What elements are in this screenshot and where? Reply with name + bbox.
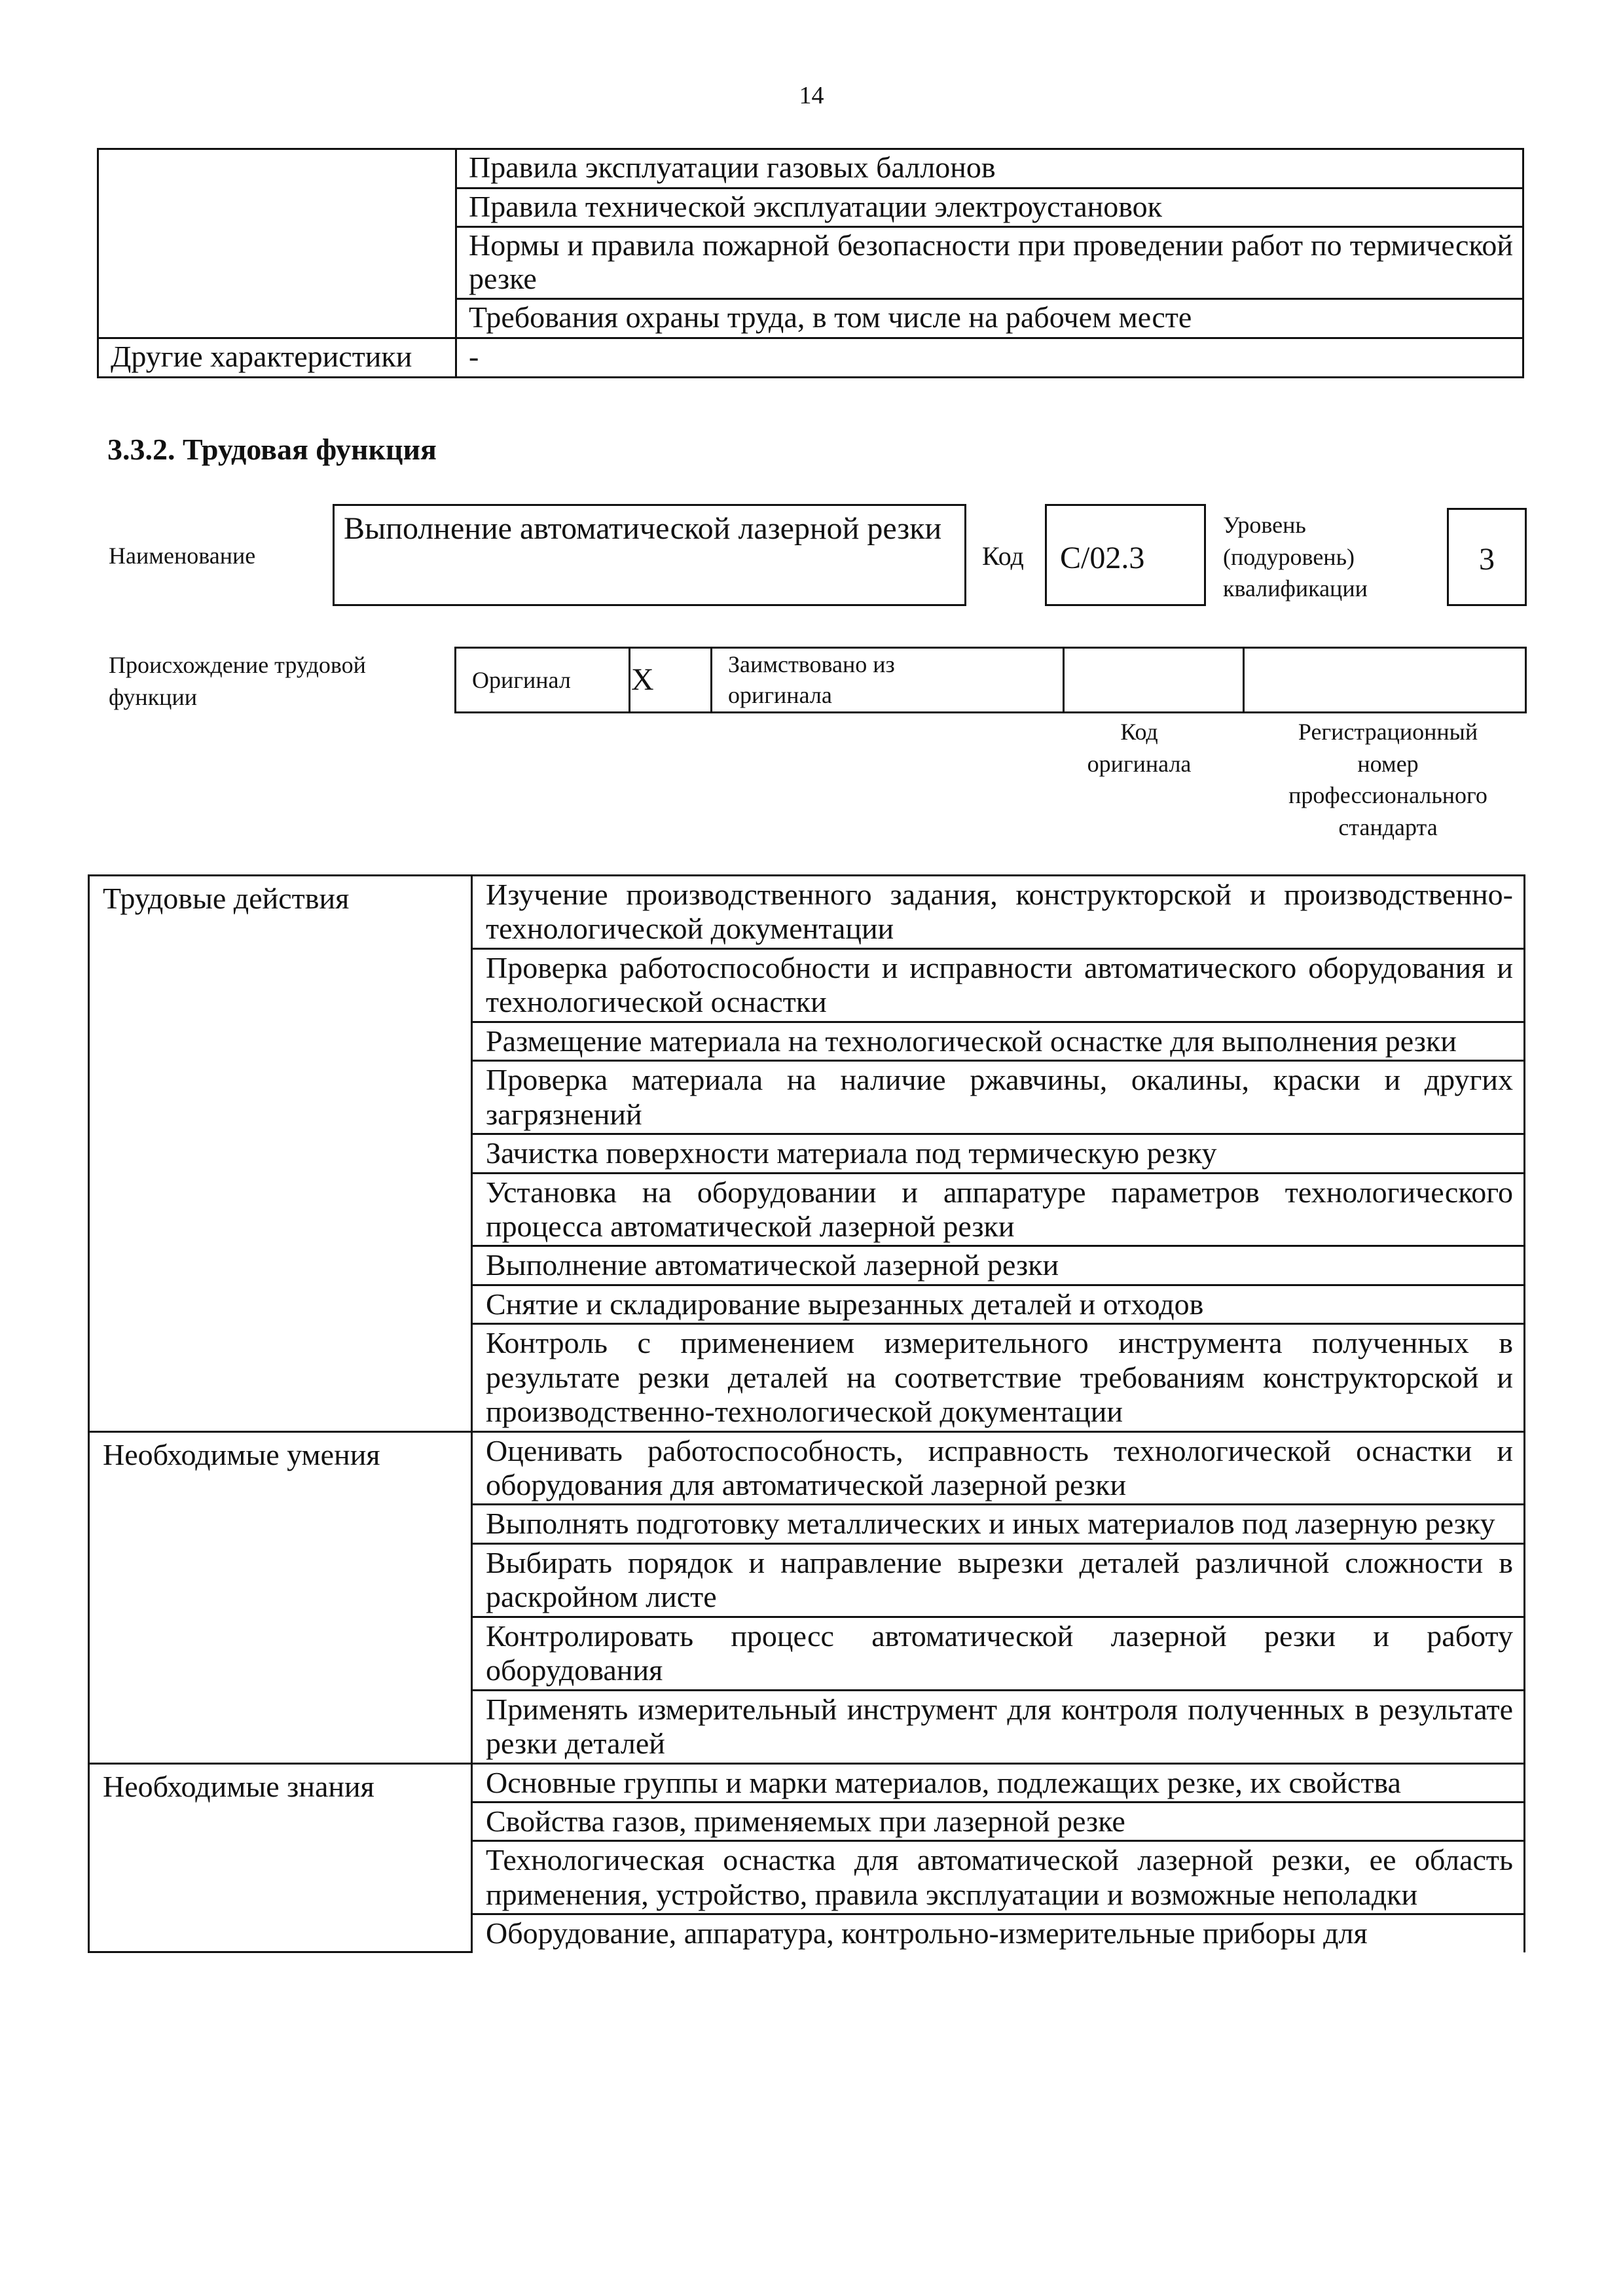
table-row: Контролировать процесс автоматической лазерной резки и работу оборудования [472, 1617, 1525, 1690]
original-code-cell [1064, 648, 1244, 713]
table-row: Требования охраны труда, в том числе на рабочем месте [456, 299, 1523, 338]
labor-function-table [88, 874, 1525, 1953]
table-row: Проверка работоспособности и исправности автоматического оборудования и технологической оснастки [472, 948, 1525, 1022]
registration-number-caption: Регистрационный номер профессионального стандарта [1288, 719, 1487, 840]
table-row: Установка на оборудовании и аппаратуре параметров технологического процесса автоматической лазерной резки [472, 1173, 1525, 1246]
table-row: Проверка материала на наличие ржавчины, окалины, краски и других загрязнений [472, 1061, 1525, 1134]
registration-number-cell [1244, 648, 1526, 713]
empty-label-cell [98, 149, 456, 338]
labor-actions-label: Трудовые действия [89, 876, 472, 1432]
page-number: 14 [799, 82, 824, 109]
level-box: 3 [1447, 508, 1527, 606]
table-row: Нормы и правила пожарной безопасности при проведении работ по термической резке [456, 227, 1523, 299]
other-characteristics-label: Другие характеристики [98, 338, 456, 377]
table-row: Выполнять подготовку металлических и иных материалов под лазерную резку [472, 1505, 1525, 1543]
borrowed-label: Заимствовано из оригинала [712, 648, 1064, 713]
table-row: Выполнение автоматической лазерной резки [472, 1246, 1525, 1285]
table-row: Правила технической эксплуатации электроустановок [456, 188, 1523, 227]
skills-label: Необходимые умения [89, 1431, 472, 1763]
table-row: Изучение производственного задания, конструкторской и производственно-технологической документации [472, 876, 1525, 949]
section-title: 3.3.2. Трудовая функция [107, 433, 437, 466]
origin-label: Происхождение трудовой функции [109, 652, 366, 710]
table-row: Оценивать работоспособность, исправность технологической оснастки и оборудования для автоматической лазерной резки [472, 1431, 1525, 1505]
table-row: Технологическая оснастка для автоматической лазерной резки, ее область применения, устройство, правила эксплуатации и возможные неполадки [472, 1841, 1525, 1914]
function-name-box: Выполнение автоматической лазерной резки [333, 504, 966, 606]
table-row: Правила эксплуатации газовых баллонов [456, 149, 1523, 188]
name-label: Наименование [109, 543, 256, 569]
code-label: Код [982, 541, 1024, 571]
level-label: Уровень (подуровень) квалификации [1223, 512, 1368, 602]
original-mark: X [630, 648, 712, 713]
table-row: Снятие и складирование вырезанных деталей и отходов [472, 1285, 1525, 1323]
table-row: Основные группы и марки материалов, подлежащих резке, их свойства [472, 1763, 1525, 1802]
table-row: Зачистка поверхности материала под термическую резку [472, 1134, 1525, 1173]
original-label: Оригинал [456, 648, 630, 713]
knowledge-label: Необходимые знания [89, 1763, 472, 1952]
other-characteristics-value: - [456, 338, 1523, 377]
table-row: Контроль с применением измерительного инструмента полученных в результате резки деталей на соответствие требованиям конструкторской и производственно-технологической документации [472, 1324, 1525, 1431]
table-row: Применять измерительный инструмент для контроля полученных в результате резки деталей [472, 1690, 1525, 1763]
table-row: Выбирать порядок и направление вырезки деталей различной сложности в раскройном листе [472, 1543, 1525, 1617]
table-row: Размещение материала на технологической оснастке для выполнения резки [472, 1022, 1525, 1060]
code-box: С/02.3 [1045, 504, 1206, 606]
requirements-table-continued [97, 148, 1524, 378]
table-row: Свойства газов, применяемых при лазерной резке [472, 1802, 1525, 1840]
origin-table [454, 647, 1527, 713]
original-code-caption: Код оригинала [1087, 719, 1192, 777]
table-row: Оборудование, аппаратура, контрольно-измерительные приборы для [472, 1914, 1525, 1952]
